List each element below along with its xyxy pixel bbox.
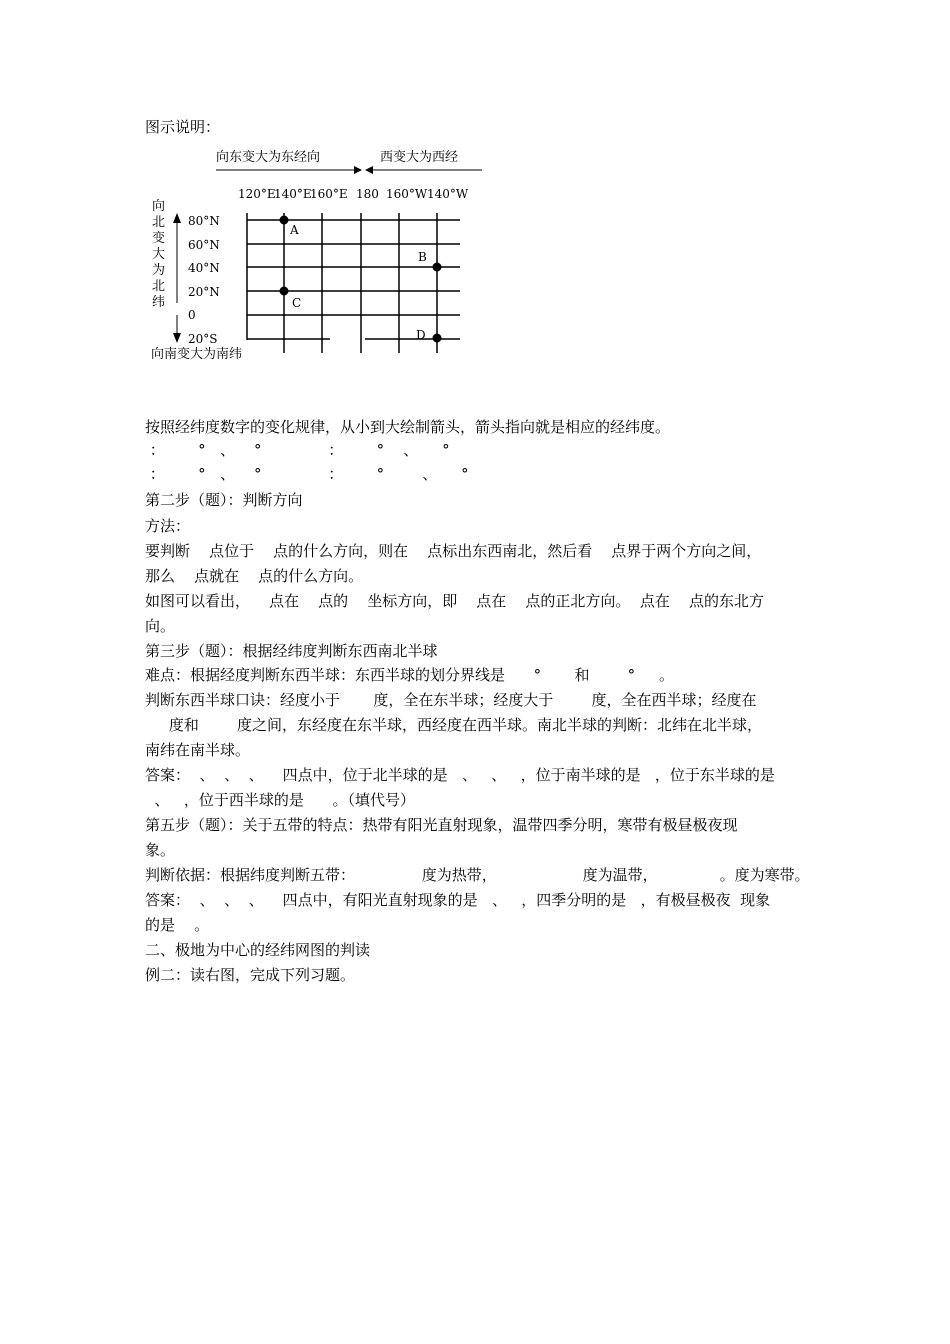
- text-line: 难点：根据经度判断东西半球：东西半球的划分界线是 ° 和 ° 。: [145, 666, 674, 684]
- text-line: 二、极地为中心的经纬网图的判读: [145, 941, 371, 959]
- top-left-label: 向东变大为东经向: [216, 150, 321, 165]
- lon-tick-140w: 140°W: [427, 187, 469, 201]
- lat-tick-20s: 20°S: [188, 332, 218, 346]
- text-line: 例二：读右图，完成下列习题。: [145, 966, 356, 984]
- point-a-label: A: [290, 223, 299, 237]
- text-line: 南纬在南半球。: [145, 741, 251, 759]
- text-line: ： ° 、 ° ： ° 、 °: [145, 441, 450, 459]
- figure-caption: 图示说明：: [145, 118, 221, 136]
- text-line: 方法：: [145, 517, 191, 535]
- text-line: 要判断 点位于 点的什么方向，则在 点标出东西南北，然后看 点界于两个方向之间，: [145, 542, 762, 560]
- lat-tick-60n: 60°N: [188, 238, 220, 252]
- text-line: 答案： 、 、 、 四点中，有阳光直射现象的是 、 ，四季分明的是 ，有极昼极夜 现象: [145, 891, 771, 909]
- text-line: 判断东西半球口诀：经度小于 度，全在东半球；经度大于 度，全在西半球；经度在: [145, 691, 757, 709]
- point-b-label: B: [418, 250, 427, 264]
- lat-tick-20n: 20°N: [188, 285, 220, 299]
- text-line: 第五步（题）：关于五带的特点：热带有阳光直射现象，温带四季分明，寒带有极昼极夜现: [145, 816, 738, 834]
- text-line: 按照经纬度数字的变化规律，从小到大绘制箭头，箭头指向就是相应的经纬度。: [145, 418, 671, 436]
- bottom-label: 向南变大为南纬: [151, 347, 243, 362]
- lon-tick-120e: 120°E: [238, 187, 276, 201]
- lat-tick-40n: 40°N: [188, 261, 220, 275]
- left-vertical-label: 向北变大为北纬: [152, 199, 166, 310]
- point-d-label: D: [416, 328, 426, 342]
- point-a-dot: [280, 216, 289, 225]
- lat-tick-80n: 80°N: [188, 214, 220, 228]
- text-line: 第二步（题）：判断方向: [145, 491, 303, 509]
- text-line: 如图可以看出， 点在 点的 坐标方向，即 点在 点的正北方向。 点在 点的东北方: [145, 592, 764, 610]
- text-line: 象。: [145, 841, 176, 859]
- lon-tick-160e: 160°E: [310, 187, 348, 201]
- lon-tick-160w: 160°W: [386, 187, 428, 201]
- text-line: 、 ，位于西半球的是 。（填代号）: [145, 791, 415, 809]
- point-c-dot: [280, 287, 289, 296]
- point-c-label: C: [292, 296, 302, 310]
- text-line: ： ° 、 ° ： ° 、 °: [145, 465, 469, 483]
- lon-tick-180: 180: [356, 187, 379, 201]
- text-line: 答案： 、 、 、 四点中，位于北半球的是 、 、 ，位于南半球的是 ，位于东半球的是: [145, 766, 775, 784]
- text-line: 那么 点就在 点的什么方向。: [145, 567, 364, 585]
- text-line: 判断依据：根据纬度判断五带： 度为热带， 度为温带， 。度为寒带。: [145, 866, 810, 884]
- point-d-dot: [433, 334, 442, 343]
- lon-tick-140e: 140°E: [274, 187, 312, 201]
- text-line: 的是 。: [145, 916, 210, 934]
- text-line: 度和 度之间，东经度在东半球，西经度在西半球。南北半球的判断：北纬在北半球，: [145, 716, 762, 734]
- lat-lon-grid-figure: [140, 143, 500, 373]
- lat-tick-0: 0: [188, 308, 196, 322]
- text-line: 向。: [145, 617, 176, 635]
- point-b-dot: [433, 263, 442, 272]
- text-line: 第三步（题）：根据经纬度判断东西南北半球: [145, 642, 438, 660]
- top-right-label: 西变大为西经: [380, 150, 459, 165]
